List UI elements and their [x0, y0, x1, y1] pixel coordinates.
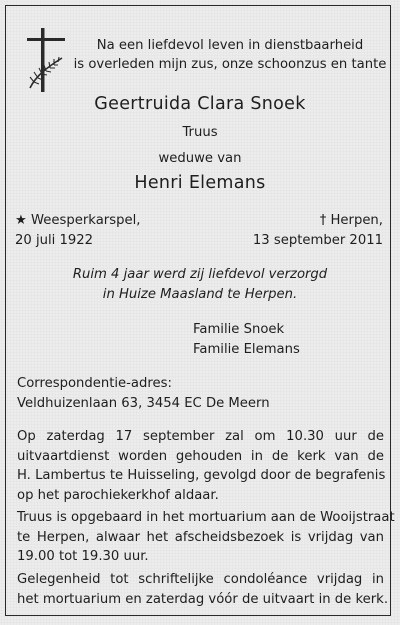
paragraph-line: op het parochiekerkhof aldaar.	[17, 487, 219, 503]
widow-of-label: weduwe van	[158, 151, 242, 166]
paragraph-line: Gelegenheid tot schriftelijke condoléance vrijdag in	[17, 572, 384, 587]
deceased-name: Geertruida Clara Snoek	[94, 94, 306, 114]
paragraph-line: te Herpen, alwaar het afscheidsbezoek is vrijdag van	[17, 529, 384, 545]
correspondence-label: Correspondentie-adres:	[17, 376, 172, 391]
cross-with-palm-icon	[24, 28, 68, 92]
correspondence-street: Veldhuizenlaan 63, 3454 EC De Meern	[17, 396, 270, 411]
correspondence-address	[17, 374, 270, 414]
paragraph-line: 19.00 tot 19.30 uur.	[17, 549, 149, 564]
death-place: Herpen,	[330, 213, 383, 228]
dagger-icon: †	[319, 213, 327, 228]
birth-place: Weesperkarspel,	[31, 213, 141, 228]
family-name: Familie Snoek	[193, 322, 285, 337]
intro-line-1: Na een liefdevol leven in dienstbaarheid	[96, 38, 364, 53]
paragraph-line: uitvaartdienst worden gehouden in de kerk van de	[17, 448, 384, 464]
condolence-paragraph	[17, 570, 389, 609]
care-note-line-1: Ruim 4 jaar werd zij liefdevol verzorgd	[72, 267, 328, 282]
birth-info	[15, 211, 140, 251]
intro-text	[70, 36, 390, 74]
intro-line-2: is overleden mijn zus, onze schoonzus en tante	[73, 57, 387, 72]
deceased-nickname: Truus	[182, 125, 218, 140]
care-note	[0, 265, 400, 305]
death-date: 13 september 2011	[252, 233, 383, 248]
paragraph-line: Truus is opgebaard in het mortuarium aan de Wooijstraat	[17, 510, 395, 525]
family-names	[193, 320, 300, 360]
paragraph-line: Op zaterdag 17 september zal om 10.30 uur de	[17, 429, 384, 444]
viewing-paragraph	[17, 508, 395, 567]
funeral-paragraph	[17, 427, 384, 505]
birth-date: 20 juli 1922	[15, 233, 94, 248]
husband-name: Henri Elemans	[134, 173, 266, 193]
paragraph-line: H. Lambertus te Huisseling, gevolgd door de begrafenis	[17, 468, 386, 483]
family-name: Familie Elemans	[193, 342, 300, 357]
death-info	[253, 211, 383, 251]
care-note-line-2: in Huize Maasland te Herpen.	[102, 287, 298, 302]
paragraph-line: het mortuarium en zaterdag vóór de uitvaart in de kerk.	[17, 591, 389, 607]
star-icon: ★	[15, 213, 27, 228]
